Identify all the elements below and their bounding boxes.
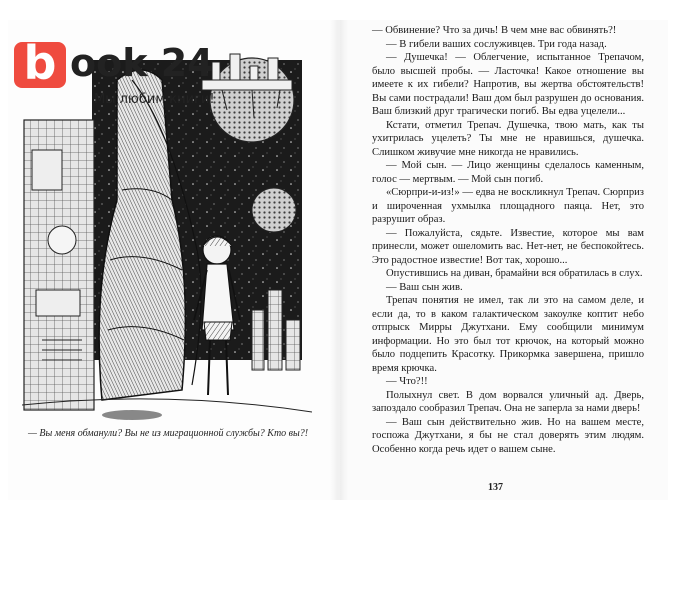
page-number: 137 (488, 482, 503, 493)
paragraph: — Что?!! (386, 376, 428, 387)
book24-logo[interactable] (14, 36, 224, 116)
paragraph: — Ваш сын жив. (386, 281, 463, 293)
paragraph: — Мой сын. — Лицо женщины сделалось каменным, голос — мертвым. — Мой сын погиб. (372, 160, 644, 185)
page-text (372, 24, 644, 456)
paragraph: Кстати, отметил Трепач. Душечка, твою мать, как ты ухитрилась уцелеть? Ты мне не нравишься, душечка. Слишком живучие мне никогда не нравились. (372, 119, 644, 158)
paragraph: — Ваш сын действительно жив. Но на вашем месте, госпожа Джутхани, я бы не стал доверять этим людям. Особенно когда речь идет о вашем сыне. (372, 416, 644, 455)
logo-letter: b (23, 36, 57, 90)
book-gutter (330, 20, 348, 500)
mechanical-column (24, 120, 94, 410)
paragraph: «Сюрпри-и-из!» — едва не воскликнул Трепач. Сюрприз и широченная ухмылка площадного паяца. Нет, это разрушит образ. (372, 187, 644, 225)
illustration-caption: — Вы меня обманули? Вы не из миграционной службы? Кто вы?! (28, 428, 309, 439)
paragraph: Трепач понятия не имел, так ли это на самом деле, и если да, то в каком галактическом закоулке коптит небо отпрыск Мирры Джутхани. Ему сообщили минимум информации. Но это был тот крючок, на который можно было подцепить Красотку. Прикормка завершена, пришло время крючка. (372, 295, 644, 374)
paragraph: — Душечка! — Облегчение, испытанное Трепачом, было высшей пробы. — Ласточка! Какое отношение вы имеете к их гибели? Напротив, вы жертва обстоятельств! Вы сами пострадали! Ваш дом был разрушен до основания. Ваш близкий друг трагически погиб. Вы едва уцелели... (372, 52, 644, 117)
paragraph: — В гибели ваших сослуживцев. Три года назад. (386, 38, 607, 50)
paragraph: Полыхнул свет. В дом ворвался уличный ад. Дверь, запоздало сообразил Трепач. Она не заперла за нами дверь! (372, 389, 644, 414)
paragraph: Опустившись на диван, брамайни вся обратилась в слух. (386, 268, 643, 279)
logo-slogan: Мы любим книги! (94, 92, 215, 107)
paragraph: — Пожалуйста, сядьте. Известие, которое мы вам принесли, может ошеломить вас. Нет-нет, не беспокойтесь. Это радостное известие! Вот так, хорошо... (372, 227, 644, 266)
paragraph: — Обвинение? Что за дичь! В чем мне вас обвинять?! (372, 25, 617, 36)
logo-wordmark: ook 24 (70, 41, 214, 85)
small-planet (252, 188, 296, 232)
